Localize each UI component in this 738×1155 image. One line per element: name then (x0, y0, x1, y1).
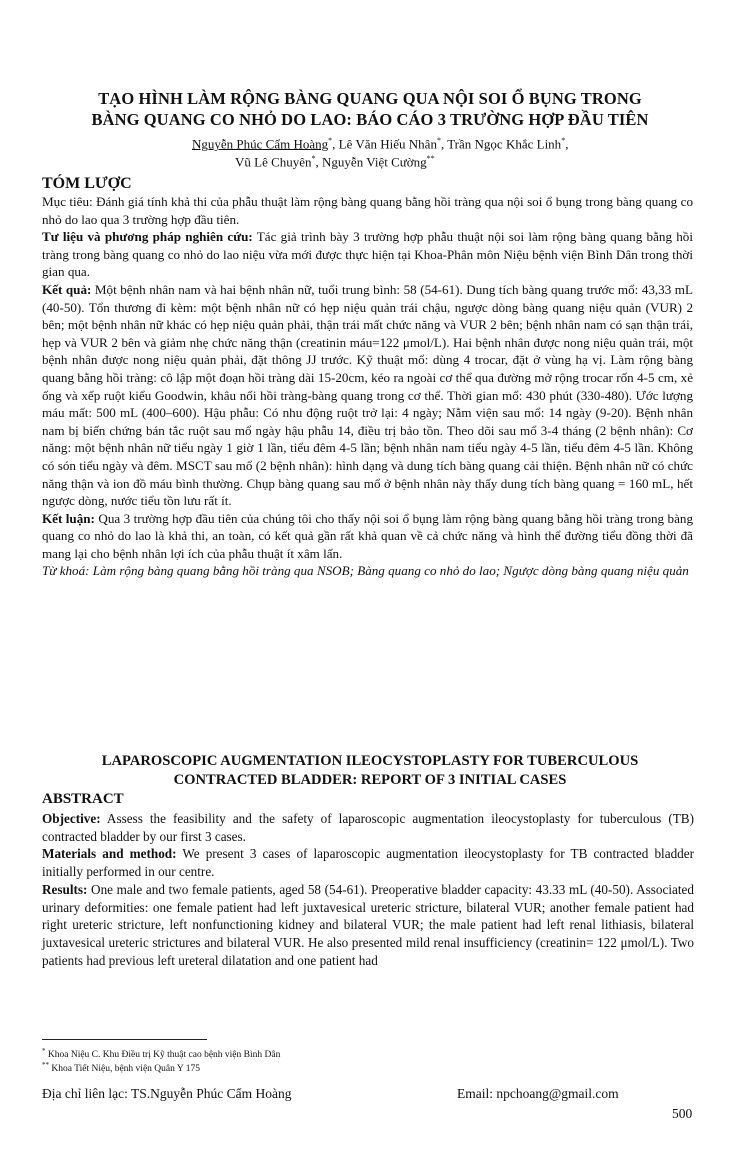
vn-methods-text: Tác giả trình bày 3 trường hợp phẫu thuật nội soi làm rộng bàng quang bằng hồi tràng trong bàng quang co nhỏ do lao niệu vừa mới được thực hiện tại Khoa-Phân môn Niệu bệnh viện Bình Dân trong thời gian qua. (42, 229, 693, 280)
vn-keywords (42, 562, 693, 580)
vn-conclusion-label: Kết luận: (42, 510, 95, 526)
vn-methods-label: Tư liệu và phương pháp nghiên cứu: (42, 229, 253, 245)
vn-results-label: Kết quả: (42, 281, 92, 297)
vn-keywords-text: Từ khoá: Làm rộng bàng quang bằng hồi tràng qua NSOB; Bàng quang co nhỏ do lao; Ngược dòng bàng quang niệu quản (42, 563, 689, 579)
en-abstract-body (42, 810, 694, 969)
vn-conclusion-text: Qua 3 trường hợp đầu tiên của chúng tôi cho thấy nội soi ổ bụng làm rộng bàng quang bằng hồi tràng trong bàng quang co nhỏ do lao là khả thi, an toàn, có kết quả gần rất khả quan về cả chức năng và hình thể đường tiểu đồng thời đã mang lại cho bệnh nhân lợi ích của phẫu thuật ít xâm lấn. (42, 510, 694, 561)
footnote-2 (42, 1059, 200, 1075)
vn-conclusion (42, 510, 693, 563)
vn-results (42, 281, 693, 510)
en-methods-label: Materials and method: (42, 846, 177, 862)
author-3-mark: * (561, 136, 566, 145)
author-5-mark: ** (426, 154, 435, 163)
vn-abstract-heading: TÓM LƯỢC (42, 175, 132, 192)
vn-objective (42, 193, 693, 228)
vn-title-line-1: TẠO HÌNH LÀM RỘNG BÀNG QUANG QUA NỘI SOI Ổ BỤNG TRONG (98, 89, 642, 108)
en-results (42, 881, 694, 970)
author-sep: , (315, 154, 323, 170)
page-number: 500 (672, 1106, 693, 1121)
author-3: Trần Ngọc Khắc Linh (447, 136, 562, 152)
en-methods-text: We present 3 cases of laparoscopic augmentation ileocystoplasty for TB contracted bladder initially performed in our centre. (42, 846, 694, 880)
author-2-mark: * (436, 136, 441, 145)
en-title (40, 752, 700, 790)
en-results-label: Results: (42, 881, 88, 897)
author-sep: , (440, 136, 448, 152)
author-sep: , (332, 136, 339, 152)
author-line-2 (235, 150, 435, 170)
author-2: Lê Văn Hiếu Nhân (338, 136, 437, 152)
vn-abstract-body (42, 193, 693, 580)
footnote-1-text: Khoa Niệu C. Khu Điều trị Kỹ thuật cao bệnh viện Bình Dân (45, 1050, 281, 1061)
footnote-2-text: Khoa Tiết Niệu, bệnh viện Quân Y 175 (49, 1064, 201, 1075)
contact-address: Địa chỉ liên lạc: TS.Nguyễn Phúc Cẩm Hoàng (42, 1086, 292, 1101)
en-objective (42, 810, 694, 845)
en-abstract-heading: ABSTRACT (42, 791, 124, 807)
author-4: Vũ Lê Chuyên (235, 154, 312, 170)
footnote-2-mark: ** (42, 1061, 49, 1069)
vn-methods (42, 228, 693, 281)
author-1-mark: * (328, 136, 333, 145)
author-1: Nguyễn Phúc Cẩm Hoàng (192, 136, 329, 152)
en-objective-label: Objective: (42, 811, 101, 826)
vn-results-text: Một bệnh nhân nam và hai bệnh nhân nữ, tuổi trung bình: 58 (54-61). Dung tích bàng quang trước mổ: 43,33 mL (40-50). Tổn thương đi kèm: một bệnh nhân nữ có hẹp niệu quản trái chậu, ngược dòng bàng quang niệu quản (VUR) 2 bên; một bệnh nhân nữ khác có hẹp niệu quản phải, thận trái mất chức năng và VUR 2 bên; bệnh nhân nam có sạn thận trái, hẹp và VUR 2 bên và giảm nhẹ chức năng thận (creatinin máu=122 μmol/L). Hai bệnh nhân được nong niệu quản trái, một bệnh nhân được nong niệu quản phải, đặt thông JJ trước. Kỹ thuật mổ: dùng 4 trocar, đặt ở vùng hạ vị. Làm rộng bàng quang bằng hồi tràng: cô lập một đoạn hồi tràng dài 15-20cm, kéo ra ngoài cơ thể qua đường mở rộng trocar rốn 4-5 cm, xẻ ống và xếp ruột kiểu Goodwin, khâu nối hồi tràng-bàng quang trong cơ thể. Thời gian mổ: 430 phút (330-480). Ước lượng máu mất: 500 mL (400–600). Hậu phẫu: Có nhu động ruột trở lại: 4 ngày; Nằm viện sau mổ: 14 ngày (9-20). Bệnh nhân nam bị biến chứng bán tắc ruột sau mổ ngày hậu phẫu 14, điều trị bảo tồn. Theo dõi sau mổ 3-4 tháng (2 bệnh nhân): Cơ năng: một bệnh nhân nữ tiểu ngày 1 giờ 1 lần, tiểu đêm 4-5 lần; bệnh nhân nam tiểu ngày 4-5 lần, tiểu đêm 4-5 lần. Không có són tiểu ngày và đêm. MSCT sau mổ (2 bệnh nhân): hình dạng và dung tích bàng quang cải thiện. Bệnh nhân nữ có chức năng thận và ion đồ máu bình thường. Chụp bàng quang sau mổ ở bệnh nhân này thấy dung tích bàng quang = 160 mL, hết ngược dòng, nước tiểu tồn lưu rất ít. (42, 281, 693, 509)
en-title-line-2: CONTRACTED BLADDER: REPORT OF 3 INITIAL CASES (173, 772, 567, 788)
en-title-line-1: LAPAROSCOPIC AUGMENTATION ILEOCYSTOPLASTY FOR TUBERCULOUS (101, 753, 639, 769)
vn-title-line-2: BÀNG QUANG CO NHỎ DO LAO: BÁO CÁO 3 TRƯỜNG HỢP ĐẦU TIÊN (91, 110, 649, 129)
author-4-mark: * (311, 154, 316, 163)
vn-title (40, 88, 700, 130)
footnote-1-mark: * (42, 1047, 46, 1055)
contact-email: Email: npchoang@gmail.com (457, 1086, 619, 1101)
vn-objective-label: Mục tiêu: (42, 194, 93, 209)
author-end: , (565, 136, 569, 152)
footnote-divider (42, 1039, 207, 1040)
en-results-text: One male and two female patients, aged 58 (54-61). Preoperative bladder capacity: 43.33 mL (40-50). Associated urinary deformities: one female patient had left juxtavesical ureteric stricture, bilateral VUR; another female patient had right ureteric stricture, left nonfunctioning kidney and bilateral VUR; the male patient had left renal lithiasis, bilateral juxtavesical ureteric strictures and bilateral VUR. He also presented mild renal insufficiency (creatinin= 122 μmol/L). Two patients had previous left ureteral dilatation and one patient had (42, 881, 694, 968)
vn-objective-text: Đánh giá tính khả thi của phẫu thuật làm rộng bàng quang bằng hồi tràng qua nội soi ổ bụng trong bàng quang co nhỏ do lao qua 3 trường hợp đầu tiên. (42, 194, 693, 227)
author-5: Nguyễn Việt Cường (322, 154, 427, 170)
en-objective-text: Assess the feasibility and the safety of laparoscopic augmentation ileocystoplasty for tuberculous (TB) contracted bladder by our first 3 cases. (42, 811, 694, 844)
en-methods (42, 845, 694, 880)
